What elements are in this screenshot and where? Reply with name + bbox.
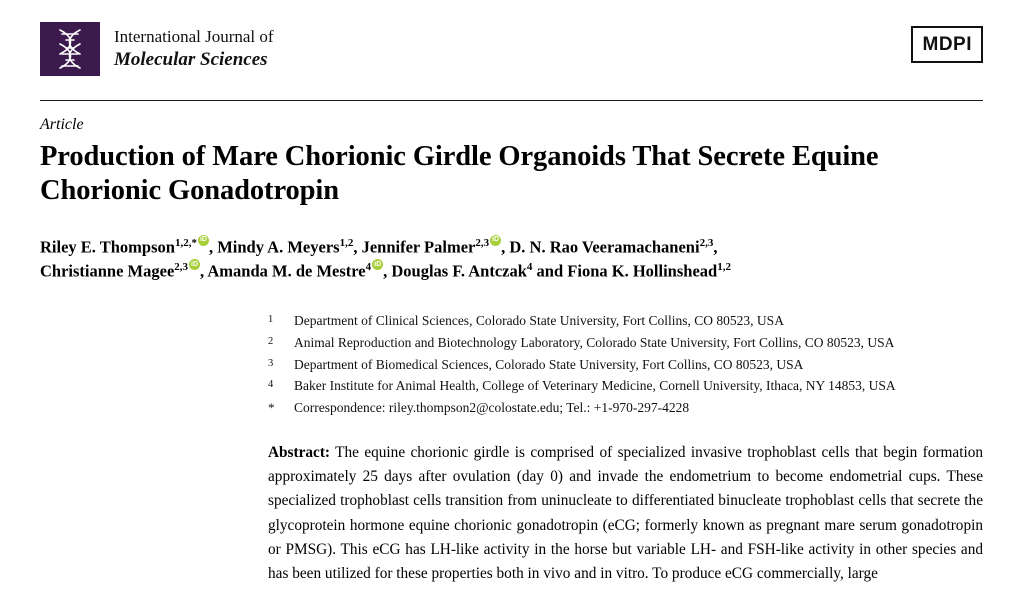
affiliation-text: Department of Biomedical Sciences, Colorado State University, Fort Collins, CO 80523, USA (294, 356, 804, 372)
orcid-icon[interactable] (198, 235, 209, 246)
author-separator-2: , (353, 237, 362, 257)
abstract-text: The equine chorionic girdle is comprised of specialized invasive trophoblast cells that begin formation approximately 25 days after ovulation (day 0) and invade the endometrium to become endometrial cups. These specialized trophoblast cells transition from uninucleate to differentiated binucleate trophoblast cells that secrete the glycoprotein hormone equine chorionic gonadotropin (eCG; formerly known as pregnant mare serum gonadotropin or PMSG). This eCG has LH-like activity in the horse but variable LH- and FSH-like activity in other species and has been utilized for these properties both in vivo and in vitro. To produce eCG commercially, large (268, 444, 983, 582)
author-affiliation-marker: 2,3 (699, 236, 714, 249)
affiliation-marker: 4 (268, 379, 274, 391)
article-type: Article (40, 116, 84, 133)
author-affiliation-marker: 4 (526, 261, 533, 274)
author-affiliation-marker: 1,2 (339, 236, 354, 249)
correspondence-marker: * (268, 400, 275, 416)
affiliation-item (268, 332, 983, 354)
abstract-label: Abstract: (268, 444, 331, 462)
journal-title (114, 27, 274, 71)
author-name[interactable]: Jennifer Palmer (361, 237, 476, 257)
author-affiliation-marker: 2,3 (475, 236, 490, 249)
orcid-icon[interactable] (189, 259, 200, 270)
page-title: Production of Mare Chorionic Girdle Organoids That Secrete Equine Chorionic Gonadotropin (40, 141, 879, 207)
correspondence-text[interactable]: Correspondence: riley.thompson2@colostate.edu; Tel.: +1-970-297-4228 (294, 400, 690, 416)
author-separator-3: , (501, 237, 510, 257)
author-affiliation-marker: 4 (365, 261, 372, 274)
author-name[interactable]: Mindy A. Meyers (217, 237, 340, 257)
author-separator-4: , (713, 237, 718, 257)
header-divider (40, 100, 983, 101)
mdpi-logo[interactable]: MDPI (911, 26, 984, 63)
author-name[interactable]: Fiona K. Hollinshead (567, 261, 718, 281)
affiliation-item (268, 375, 983, 397)
author-affiliation-marker: 1,2,* (174, 236, 197, 249)
author-separator-7: and (532, 261, 568, 281)
affiliation-list (268, 310, 983, 419)
correspondence-item (268, 397, 983, 419)
abstract-section (268, 441, 983, 586)
journal-title-line2: Molecular Sciences (114, 48, 268, 70)
affiliation-text: Baker Institute for Animal Health, College of Veterinary Medicine, Cornell University, Ithaca, NY 14853, USA (294, 378, 896, 394)
author-name[interactable]: D. N. Rao Veeramachaneni (509, 237, 700, 257)
orcid-icon[interactable] (490, 235, 501, 246)
author-name[interactable]: Amanda M. de Mestre (207, 261, 366, 281)
affiliation-marker: 3 (268, 357, 274, 369)
affiliation-item (268, 354, 983, 376)
journal-masthead (40, 0, 983, 84)
author-affiliation-marker: 2,3 (174, 261, 189, 274)
affiliation-item (268, 310, 983, 332)
affiliation-marker: 2 (268, 335, 274, 347)
author-line-2 (40, 259, 983, 283)
journal-title-line1: International Journal of (114, 27, 274, 47)
dna-helix-icon (40, 22, 100, 76)
journal-branding[interactable] (40, 22, 274, 76)
author-separator-6: , (383, 261, 392, 281)
author-name[interactable]: Douglas F. Antczak (391, 261, 527, 281)
author-separator-5: , (200, 261, 208, 281)
author-name[interactable]: Christianne Magee (40, 261, 175, 281)
affiliation-text: Department of Clinical Sciences, Colorado State University, Fort Collins, CO 80523, USA (294, 312, 784, 328)
author-name[interactable]: Riley E. Thompson (40, 237, 175, 257)
author-separator-1: , (208, 237, 218, 257)
author-line-1 (40, 235, 983, 259)
affiliation-text: Animal Reproduction and Biotechnology Laboratory, Colorado State University, Fort Collins, CO 80523, USA (294, 334, 895, 350)
orcid-icon[interactable] (372, 259, 383, 270)
author-affiliation-marker: 1,2 (717, 261, 731, 274)
author-list (40, 235, 983, 284)
affiliation-marker: 1 (268, 313, 274, 325)
